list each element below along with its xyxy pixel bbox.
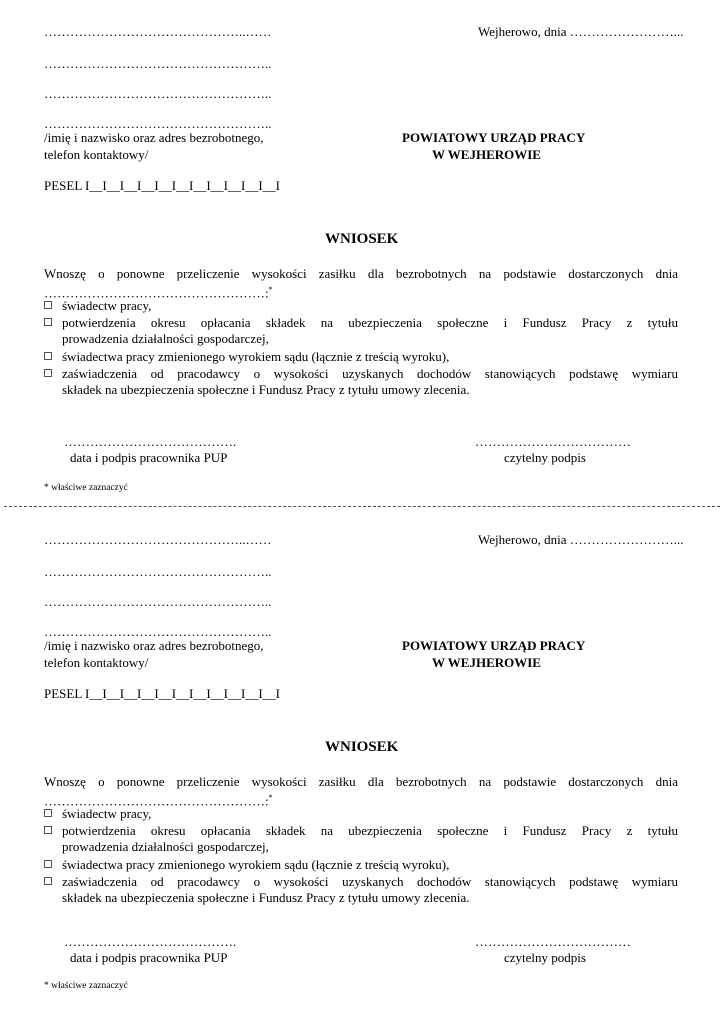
place-date-field[interactable]: Wejherowo, dnia ……………………... (478, 24, 684, 39)
checkbox-label: świadectwa pracy zmienionego wyrokiem sądu (łącznie z treścią wyroku), (62, 349, 450, 364)
intro-text: Wnoszę o ponowne przeliczenie wysokości zasiłku dla bezrobotnych na podstawie dostarczonych dnia (44, 774, 678, 789)
applicant-caption-line-1: /imię i nazwisko oraz adres bezrobotnego, (44, 638, 264, 653)
staff-signature-line[interactable]: …………………………………. (64, 934, 237, 949)
applicant-line-1[interactable]: ………………………………………..…… (44, 24, 272, 39)
applicant-signature-line[interactable]: ……………………………… (475, 934, 631, 949)
form-title: WNIOSEK (325, 739, 399, 755)
intro-date-dots[interactable]: ……………………………………………: (44, 793, 269, 809)
place-date-field[interactable]: Wejherowo, dnia ……………………... (478, 532, 684, 547)
footnote: * właściwe zaznaczyć (44, 981, 128, 991)
checkbox-label: świadectwa pracy zmienionego wyrokiem sądu (łącznie z treścią wyroku), (62, 857, 450, 872)
intro-text: Wnoszę o ponowne przeliczenie wysokości zasiłku dla bezrobotnych na podstawie dostarczonych dnia (44, 266, 678, 281)
cut-line (4, 506, 720, 507)
applicant-caption-line-1: /imię i nazwisko oraz adres bezrobotnego, (44, 130, 264, 145)
checkbox[interactable] (44, 369, 52, 377)
applicant-line-3[interactable]: …………………………………………….. (44, 86, 272, 101)
staff-signature-label: data i podpis pracownika PUP (70, 950, 228, 965)
checkbox-item-court-ruling[interactable] (44, 857, 678, 873)
checkbox-label: świadectw pracy, (62, 806, 152, 821)
applicant-line-4[interactable]: …………………………………………….. (44, 624, 272, 639)
checkbox-label-cont: prowadzenia działalności gospodarczej, (62, 331, 269, 346)
checkbox-item-contributions[interactable] (44, 823, 678, 855)
checkbox[interactable] (44, 826, 52, 834)
office-name: POWIATOWY URZĄD PRACY (402, 130, 586, 145)
applicant-line-1[interactable]: ………………………………………..…… (44, 532, 272, 547)
applicant-caption-line-2: telefon kontaktowy/ (44, 655, 149, 670)
checkbox-item-contributions[interactable] (44, 315, 678, 347)
office-city: W WEJHEROWIE (432, 147, 541, 162)
applicant-line-2[interactable]: …………………………………………….. (44, 56, 272, 71)
checkbox-label: świadectw pracy, (62, 298, 152, 313)
checkbox[interactable] (44, 809, 52, 817)
checkbox-item-certificates[interactable] (44, 806, 678, 822)
footnote: * właściwe zaznaczyć (44, 483, 128, 493)
checkbox-item-income[interactable] (44, 874, 678, 906)
staff-signature-label: data i podpis pracownika PUP (70, 450, 228, 465)
checkbox[interactable] (44, 301, 52, 309)
office-city: W WEJHEROWIE (432, 655, 541, 670)
intro-footnote-mark: * (268, 793, 273, 802)
staff-signature-line[interactable]: …………………………………. (64, 434, 237, 449)
checkbox-label-cont: prowadzenia działalności gospodarczej, (62, 839, 269, 854)
applicant-line-4[interactable]: …………………………………………….. (44, 116, 272, 131)
checkbox-item-income[interactable] (44, 366, 678, 398)
pesel-field[interactable]: PESEL I__I__I__I__I__I__I__I__I__I__I__I (44, 686, 280, 701)
checkbox[interactable] (44, 318, 52, 326)
application-form-2 (0, 508, 724, 1008)
form-title: WNIOSEK (325, 231, 399, 247)
applicant-signature-label: czytelny podpis (504, 450, 586, 465)
application-form-1 (0, 0, 724, 500)
checkbox-item-court-ruling[interactable] (44, 349, 678, 365)
checkbox-label: potwierdzenia okresu opłacania składek na ubezpieczenia społeczne i Fundusz Pracy z tytułu (62, 315, 678, 330)
checkbox-label-cont: składek na ubezpieczenia społeczne i Fundusz Pracy z tytułu umowy zlecenia. (62, 890, 470, 905)
checkbox[interactable] (44, 352, 52, 360)
applicant-line-2[interactable]: …………………………………………….. (44, 564, 272, 579)
applicant-signature-line[interactable]: ……………………………… (475, 434, 631, 449)
checkbox[interactable] (44, 877, 52, 885)
checkbox-label: zaświadczenia od pracodawcy o wysokości uzyskanych dochodów stanowiących podstawę wymiaru (62, 366, 678, 381)
intro-date-dots[interactable]: ……………………………………………: (44, 285, 269, 301)
checkbox-label: potwierdzenia okresu opłacania składek na ubezpieczenia społeczne i Fundusz Pracy z tytułu (62, 823, 678, 838)
applicant-signature-label: czytelny podpis (504, 950, 586, 965)
checkbox[interactable] (44, 860, 52, 868)
office-name: POWIATOWY URZĄD PRACY (402, 638, 586, 653)
pesel-field[interactable]: PESEL I__I__I__I__I__I__I__I__I__I__I__I (44, 178, 280, 193)
applicant-caption-line-2: telefon kontaktowy/ (44, 147, 149, 162)
intro-footnote-mark: * (268, 285, 273, 294)
checkbox-label: zaświadczenia od pracodawcy o wysokości uzyskanych dochodów stanowiących podstawę wymiaru (62, 874, 678, 889)
checkbox-label-cont: składek na ubezpieczenia społeczne i Fundusz Pracy z tytułu umowy zlecenia. (62, 382, 470, 397)
checkbox-item-certificates[interactable] (44, 298, 678, 314)
applicant-line-3[interactable]: …………………………………………….. (44, 594, 272, 609)
